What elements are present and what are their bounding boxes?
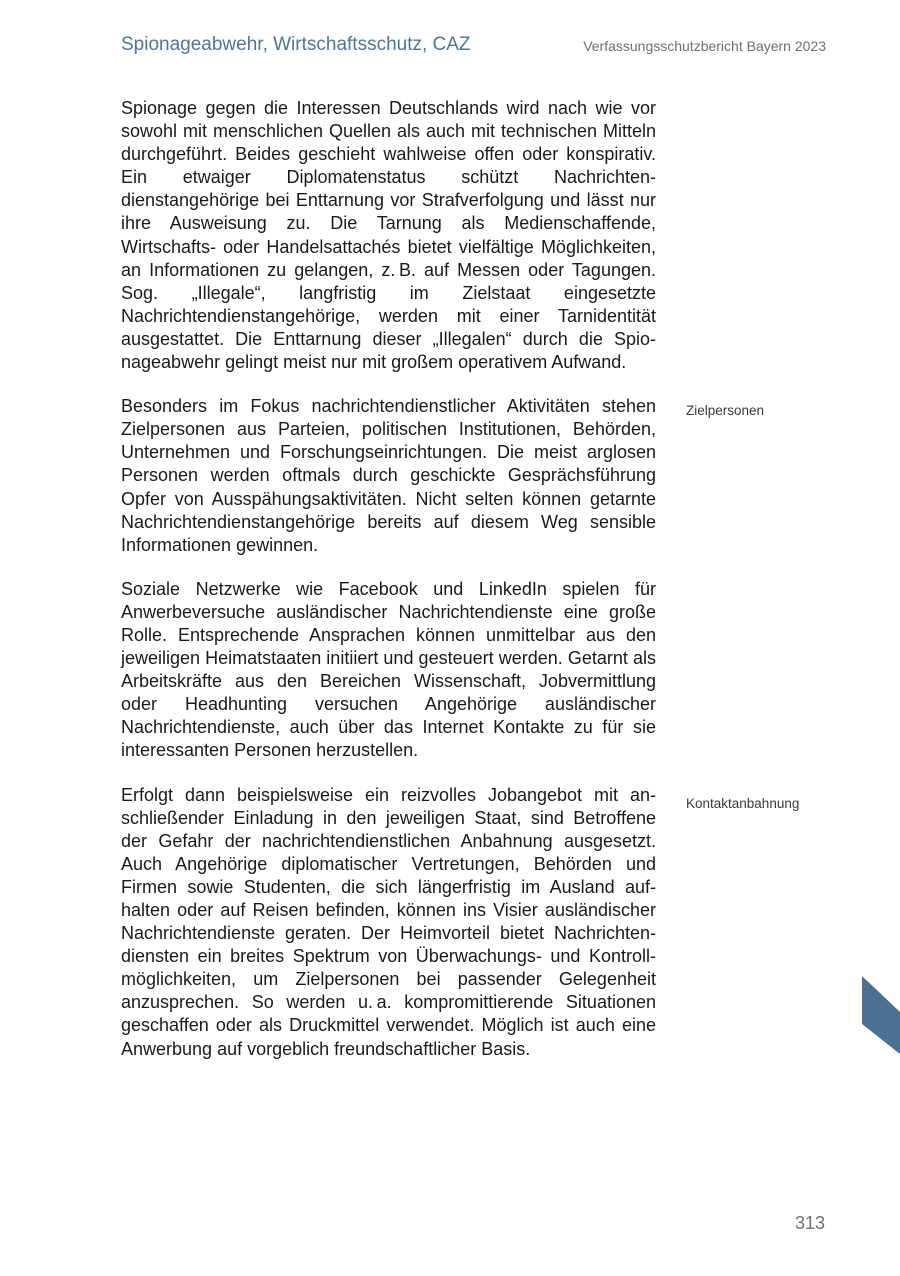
report-title: Verfassungsschutzbericht Bayern 2023 [583,38,826,54]
margin-note-zielpersonen: Zielpersonen [686,403,765,418]
paragraph-target-persons: Besonders im Fokus nachrichtendienstlicher Aktivitäten stehen Zielpersonen aus Parteien, politischen Institutionen, Behörden, Unternehmen und Forschungseinrichtungen. Die meist arglosen Personen werden oftmals durch geschickte Gesprächsführung Opfer von Ausspähungsaktivitäten. Nicht selten können getarnte Nachrichtendienstangehörige bereits auf diesem Weg sensible Informationen gewinnen. [121,396,656,555]
chapter-tab-marker [862,976,900,1054]
chapter-tab-shape [862,976,900,1054]
main-text-column [121,97,656,1082]
section-title: Spionageabwehr, Wirtschaftsschutz, CAZ [121,34,471,55]
paragraph-social-networks: Soziale Netzwerke wie Facebook und LinkedIn spielen für Anwerbeversuche ausländischer Nachrichtendienste eine große Rolle. Entsprechende Ansprachen können unmittelbar aus den jeweiligen Heimatstaaten initiiert und gesteuert werden. Getarnt als Arbeitskräfte aus den Bereichen Wissenschaft, Jobvermittlung oder Headhunting versuchen Angehörige ausländischer Nachrichtendienste, auch über das Internet Kontakte zu für sie interessanten Personen herzustellen. [121,578,656,761]
paragraph-contact-initiation: Erfolgt dann beispielsweise ein reizvolles Jobangebot mit anschließender Einladung in den jeweiligen Staat, sind Betroffene der Gefahr der nachrichtendienstlichen Anbahnung ausgesetzt. Auch Angehörige diplomatischer Vertretungen, Behörden und Firmen sowie Studenten, die sich längerfristig im Ausland aufhalten oder auf Reisen befinden, können ins Visier ausländischer Nachrichtendienste geraten. Der Heimvorteil bietet Nachrichtendiensten ein breites Spektrum von Überwachungs- und Kontrollmöglichkeiten, um Zielpersonen bei passender Gelegenheit anzusprechen. So werden u. a. kompromittierende Situationen geschaffen oder als Druckmittel verwendet. Möglich ist auch eine Anwerbung auf vorgeblich freundschaftlicher Basis. [121,784,656,1059]
paragraph-espionage-methods: Spionage gegen die Interessen Deutschlands wird nach wie vor sowohl mit menschlichen Quellen als auch mit technischen Mitteln durchgeführt. Beides geschieht wahlweise offen oder konspirativ. Ein etwaiger Diplomatenstatus schützt Nachrichtendienstangehörige bei Enttarnung vor Strafverfolgung und lässt nur ihre Ausweisung zu. Die Tarnung als Medienschaffende, Wirtschafts- oder Handelsattachés bietet vielfältige Möglichkeiten, an Informationen zu gelangen, z. B. auf Messen oder Tagungen. Sog. „Illegale“, langfristig im Zielstaat eingesetzte Nachrichtendienstangehörige, werden mit einer Tarnidentität ausgestattet. Die Enttarnung dieser „Illegalen“ durch die Spionageabwehr gelingt meist nur mit großem operativem Aufwand. [121,98,656,373]
page-number: 313 [794,1213,825,1233]
margin-note-kontaktanbahnung: Kontaktanbahnung [686,796,800,811]
